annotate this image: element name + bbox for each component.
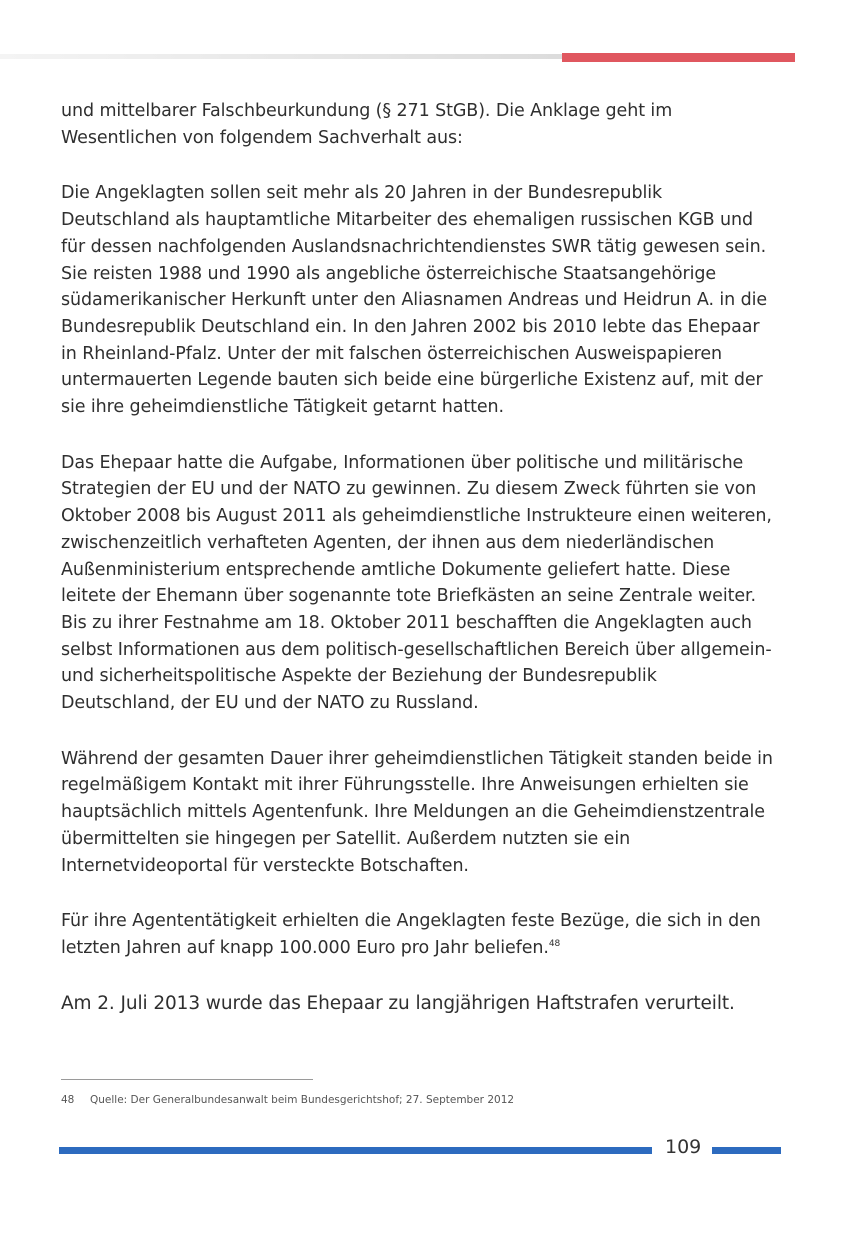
- paragraph: Die Angeklagten sollen seit mehr als 20 Jahren in der Bundesrepublik Deutschland als hauptamtliche Mitarbeiter des ehemaligen russischen KGB und für dessen nachfolgenden Auslandsnachrichtendienstes SWR tätig gewesen sein. Sie reisten 1988 und 1990 als angebliche österreichische Staatsangehörige südamerikanischer Herkunft unter den Aliasnamen Andreas und Heidrun A. in die Bundesrepublik Deutschland ein. In den Jahren 2002 bis 2010 lebte das Ehepaar in Rheinland-Pfalz. Unter der mit falschen österreichischen Ausweispapieren untermauerten Legende bauten sich beide eine bürgerliche Existenz auf, mit der sie ihre geheimdienstliche Tätigkeit getarnt hatten.: [61, 183, 768, 418]
- footer-rule-blue: [59, 1147, 652, 1154]
- footnote-text: Quelle: Der Generalbundesanwalt beim Bundesgerichtshof; 27. September 2012: [90, 1094, 515, 1106]
- footnote: [61, 1094, 514, 1106]
- paragraph: und mittelbarer Falschbeurkundung (§ 271 StGB). Die Anklage geht im Wesentlichen von folgendem Sachverhalt aus:: [61, 101, 673, 148]
- footnote-reference[interactable]: 48: [548, 939, 561, 950]
- closing-paragraph: Am 2. Juli 2013 wurde das Ehepaar zu langjährigen Haftstrafen verurteilt.: [61, 992, 735, 1014]
- paragraph: Das Ehepaar hatte die Aufgabe, Informationen über politische und militärische Strategien der EU und der NATO zu gewinnen. Zu diesem Zweck führten sie von Oktober 2008 bis August 2011 als geheimdienstliche Instrukteure einen weiteren, zwischenzeitlich verhafteten Agenten, der ihnen aus dem niederländischen Außenministerium entsprechende amtliche Dokumente geliefert hatte. Diese leitete der Ehemann über sogenannte tote Briefkästen an seine Zentrale weiter. Bis zu ihrer Festnahme am 18. Oktober 2011 beschafften die Angeklagten auch selbst Informationen aus dem politisch-gesellschaftlichen Bereich über allgemein- und sicherheitspolitische Aspekte der Beziehung der Bundesrepublik Deutschland, der EU und der NATO zu Russland.: [61, 452, 772, 714]
- footnote-divider: [61, 1079, 313, 1080]
- paragraph-text: Für ihre Agententätigkeit erhielten die Angeklagten feste Bezüge, die sich in den letzten Jahren auf knapp 100.000 Euro pro Jahr beliefen.: [61, 911, 761, 958]
- page-number: 109: [665, 1136, 702, 1158]
- footer-rule-blue-right: [712, 1147, 781, 1154]
- paragraph: Während der gesamten Dauer ihrer geheimdienstlichen Tätigkeit standen beide in regelmäßigem Kontakt mit ihrer Führungsstelle. Ihre Anweisungen erhielten sie hauptsächlich mittels Agentenfunk. Ihre Meldungen an die Geheimdienstzentrale übermittelten sie hingegen per Satellit. Außerdem nutzten sie ein Internetvideoportal für versteckte Botschaften.: [61, 748, 773, 876]
- header-rule-gray: [0, 54, 562, 59]
- body-text: [61, 98, 773, 1046]
- header-rule-red: [562, 53, 795, 62]
- footnote-number: 48: [61, 1094, 75, 1106]
- paragraph-with-footnote: [61, 908, 773, 961]
